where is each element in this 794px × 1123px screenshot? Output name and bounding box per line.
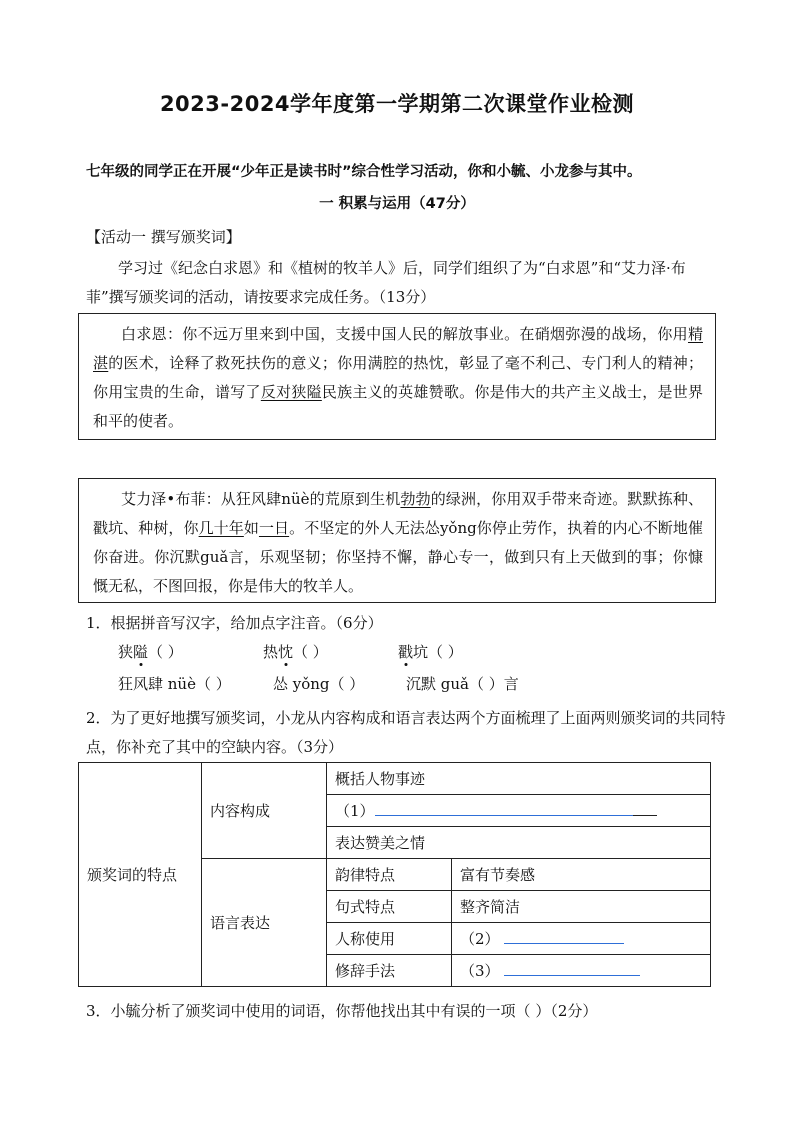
underlined-word-jingzhan: 精湛 <box>93 325 703 372</box>
table-lang-value-4: （3） <box>452 955 711 987</box>
feature-table <box>78 762 711 987</box>
item-gua[interactable]: 沉默 guǎ（ ）言 <box>406 675 519 693</box>
answer-blank-chuo[interactable]: （ ） <box>428 643 463 661</box>
table-content-label: 内容构成 <box>202 763 327 859</box>
intro-text: 七年级的同学正在开展“少年正是读书时”综合性学习活动，你和小毓、小龙参与其中。 <box>86 164 642 180</box>
page-title: 2023-2024学年度第一学期第二次课堂作业检测 <box>159 92 635 116</box>
item-yong[interactable]: 怂 yǒng（ ） <box>273 675 365 693</box>
bouffier-text-3: 如 <box>243 519 259 537</box>
instruction-paragraph: 学习过《纪念白求恩》和《植树的牧羊人》后，同学们组织了为“白求恩”和“艾力泽·布菲”撰写颁奖词的活动，请按要求完成任务。（13分） <box>86 259 686 306</box>
table-content-row-1: 概括人物事迹 <box>327 763 711 795</box>
bethune-text-1: 白求恩：你不远万里来到中国，支援中国人民的解放事业。在硝烟弥漫的战场，你用 <box>121 325 688 343</box>
activity-heading: 【活动一 撰写颁奖词】 <box>86 228 241 246</box>
bouffier-text-1: 艾力泽•布菲：从狂风肆nüè的荒原到生机 <box>121 490 401 508</box>
question-1: 1．根据拼音写汉字，给加点字注音。（6分） <box>86 614 383 632</box>
table-lang-value-3: （2） <box>452 923 711 955</box>
table-lang-value-2: 整齐简洁 <box>452 891 711 923</box>
section-heading: 一 积累与运用（47分） <box>319 196 475 212</box>
dotted-char-ai: 隘 <box>133 643 149 661</box>
award-speech-bouffier <box>78 478 716 603</box>
underlined-word-yiri: 一日 <box>258 519 290 537</box>
underlined-word-jishinian: 几十年 <box>198 519 244 537</box>
underlined-phrase-fandui-xiaai: 反对狭隘 <box>260 383 322 401</box>
bethune-text-3: 民族主义的英雄赞歌。你是伟大的共产主义战士，是世界和平的使者。 <box>93 383 703 430</box>
answer-blank-chen[interactable]: （ ） <box>293 643 328 661</box>
item-chuokeng: 戳坑（ ） <box>398 643 463 661</box>
item-nue[interactable]: 狂风肆 nüè（ ） <box>118 675 231 693</box>
underlined-word-bobo: 勃勃 <box>400 490 431 508</box>
table-lang-label-4: 修辞手法 <box>327 955 452 987</box>
answer-blank-ai[interactable]: （ ） <box>148 643 183 661</box>
table-feature-label: 颁奖词的特点 <box>79 763 202 987</box>
table-lang-label-3: 人称使用 <box>327 923 452 955</box>
item-rechen: 热忱（ ） <box>263 643 328 661</box>
bouffier-text-4: 。不坚定的外人无法怂yǒng你停止劳作，执着的内心不断地催你奋进。你沉默guǎ言，乐观坚韧；你坚持不懈，静心专一，做到只有上天做到的事；你慷慨无私，不图回报，你是伟大的牧羊人。 <box>93 519 703 595</box>
table-content-row-3: 表达赞美之情 <box>327 827 711 859</box>
table-content-row-2: （1） <box>327 795 711 827</box>
answer-blank-3[interactable] <box>504 961 640 976</box>
answer-blank-1[interactable] <box>375 801 633 816</box>
dotted-char-chen: 忱 <box>278 643 294 661</box>
table-lang-label-1: 韵律特点 <box>327 859 452 891</box>
dotted-char-chuo: 戳 <box>398 643 414 661</box>
question-2: 2．为了更好地撰写颁奖词，小龙从内容构成和语言表达两个方面梳理了上面两则颁奖词的共同特点，你补充了其中的空缺内容。（3分） <box>86 709 726 756</box>
award-speech-bethune <box>78 313 716 440</box>
table-lang-label-2: 句式特点 <box>327 891 452 923</box>
table-lang-value-1: 富有节奏感 <box>452 859 711 891</box>
table-language-label: 语言表达 <box>202 859 327 987</box>
bethune-text-2: 的医术，诠释了救死扶伤的意义；你用满腔的热忱，彰显了毫不利己、专门利人的精神；你用宝贵的生命，谱写了 <box>93 354 703 401</box>
question-3: 3．小毓分析了颁奖词中使用的词语，你帮他找出其中有误的一项（ ）（2分） <box>86 1002 598 1020</box>
bouffier-text-2: 的绿洲，你用双手带来奇迹。默默拣种、戳坑、种树，你 <box>93 490 703 537</box>
answer-blank-2[interactable] <box>504 929 624 944</box>
item-xiaai: 狭隘（ ） <box>118 643 183 661</box>
